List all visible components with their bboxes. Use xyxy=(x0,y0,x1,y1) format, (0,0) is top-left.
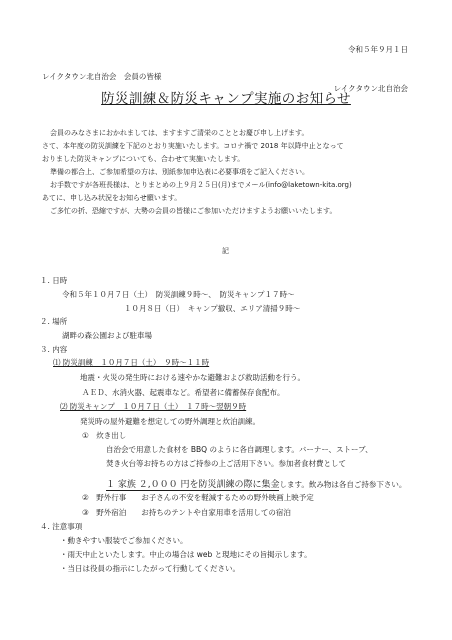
subitem-1-heading: ① 炊き出し xyxy=(82,431,127,440)
subitem-3: ③ 野外宿泊 お持ちのテントや自家用車を活用しての宿泊 xyxy=(82,508,291,517)
document-date: 令和５年９月１日 xyxy=(348,45,408,54)
part-1-line-2: ＡＥＤ、水消火器、起震車など。希望者に備蓄保存食配布。 xyxy=(82,388,285,397)
part-2-heading: ⑵ 防災キャンプ １０月７日（土） １７時〜翌朝９時 xyxy=(60,402,247,411)
notice-item-2: ・雨天中止といたします。中止の場合は web と現地にその旨掲示します。 xyxy=(60,550,312,559)
notice-item-1: ・動きやすい服装でご参加ください。 xyxy=(60,536,188,545)
section-1-line-1: 令和５年１０月７日（土） 防災訓練９時〜、 防災キャンプ１７時〜 xyxy=(62,290,295,299)
subitem-1-line-2: 焚き火台等お持ちの方はご持参の上ご活用下さい。参加者食材費として xyxy=(106,459,346,468)
fee-highlight: １ 家族 ２,０００ 円を防災訓練の際に集金 xyxy=(106,480,280,490)
subitem-1-line-1: 自治会で用意した食材を BBQ のように各自調理します。バーナー、ストーブ、 xyxy=(106,445,373,454)
addressee-line: レイクタウン北自治会 会員の皆様 xyxy=(42,72,162,81)
intro-line-6: あてに、申し込み状況をお知らせ願います。 xyxy=(42,194,182,202)
document-title: 防災訓練＆防災キャンプ実施のお知らせ xyxy=(101,91,351,107)
section-2-heading: ２. 場所 xyxy=(40,317,68,326)
section-4-heading: ４. 注意事項 xyxy=(40,522,83,531)
subitem-2: ② 野外行事 お子さんの不安を軽減するための野外映画上映予定 xyxy=(82,493,314,502)
part-1-heading: ⑴ 防災訓練 １０月７日（土） ９時〜１１時 xyxy=(53,358,210,367)
section-1-line-2: １０月８日（日） キャンプ撤収、エリア清掃９時〜 xyxy=(124,304,301,313)
part-1-line-1: 地震・火災の発生時における速やかな避難および救助活動を行う。 xyxy=(80,373,305,382)
intro-line-3: おりました防災キャンプについても、合わせて実施いたします。 xyxy=(42,155,245,163)
intro-line-7: ご多忙の折、恐縮ですが、大勢の会員の皆様にご参加いただけますようお願いいたします。 xyxy=(50,207,337,215)
notice-item-3: ・当日は役員の指示にしたがって行動してください。 xyxy=(60,564,240,573)
intro-line-2: さて、本年度の防災訓練を下記のとおり実施いたします。コロナ禍で 2018 年以降中止となって xyxy=(42,142,344,150)
ki-label: 記 xyxy=(222,247,229,255)
sender-line: レイクタウン北自治会 xyxy=(333,84,408,93)
fee-tail: します。飲み物は各自ご持参下さい。 xyxy=(279,480,407,489)
section-1-heading: １. 日時 xyxy=(40,276,68,285)
intro-line-4: 準備の都合上、ご参加希望の方は、別紙参加申込表に必要事項をご記入ください。 xyxy=(50,168,309,176)
section-2-line-1: 湖畔の森公園および駐車場 xyxy=(62,331,152,340)
intro-line-5: お手数ですが各班長様は、とりまとめの上９月２５日(月)までメール(info@laketown-kita.org) xyxy=(50,181,352,189)
section-3-heading: ３. 内容 xyxy=(40,345,68,354)
subitem-1-fee-line xyxy=(106,474,406,490)
part-2-line-1: 発災時の屋外避難を想定しての野外調理と炊泊訓練。 xyxy=(80,417,260,426)
intro-line-1: 会員のみなさまにおかれましては、ますますご清栄のこととお慶び申し上げます。 xyxy=(50,129,309,137)
